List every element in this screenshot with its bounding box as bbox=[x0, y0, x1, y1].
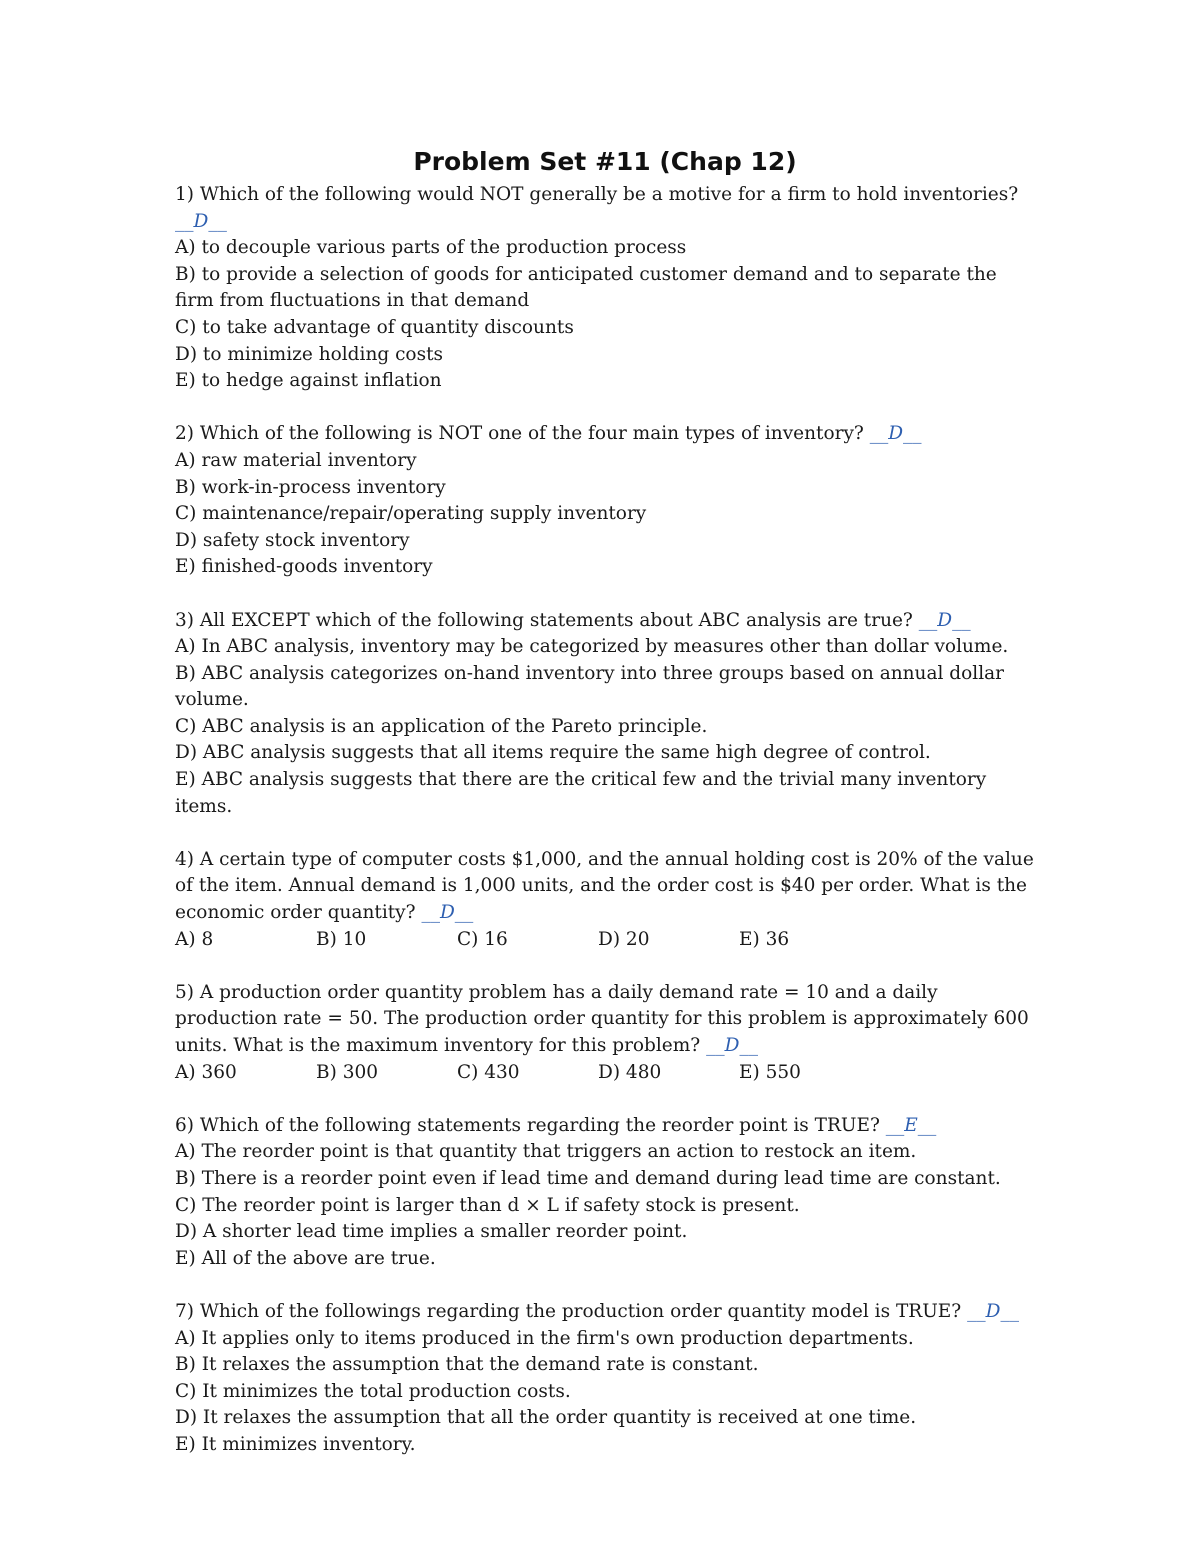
question-2 bbox=[175, 421, 1035, 581]
option-a: A) In ABC analysis, inventory may be categorized by measures other than dollar volume. bbox=[175, 636, 1009, 658]
option-e: E) ABC analysis suggests that there are the critical few and the trivial many inventory items. bbox=[175, 769, 987, 817]
option-d: D) safety stock inventory bbox=[175, 529, 410, 551]
question-prompt: 3) All EXCEPT which of the following statements about ABC analysis are true? __D__ bbox=[175, 609, 971, 631]
option-c: C) to take advantage of quantity discounts bbox=[175, 316, 574, 338]
answer-blank: __D__ bbox=[175, 210, 227, 232]
question-prompt: 5) A production order quantity problem has a daily demand rate = 10 and a daily production rate = 50. The production order quantity for this problem is approximately 600 units. What is the maximum inventory for this problem? __D__ bbox=[175, 981, 1029, 1056]
option-b: B) 300 bbox=[316, 1061, 379, 1083]
inline-options bbox=[175, 927, 1035, 954]
answer-blank: __D__ bbox=[869, 423, 922, 445]
option-e: E) finished-goods inventory bbox=[175, 556, 433, 578]
answer-blank: __D__ bbox=[967, 1300, 1019, 1322]
answer-blank: __D__ bbox=[918, 609, 971, 631]
option-b: B) It relaxes the assumption that the demand rate is constant. bbox=[175, 1354, 759, 1376]
question-prompt: 6) Which of the following statements regarding the reorder point is TRUE? __E__ bbox=[175, 1114, 937, 1136]
option-a: A) to decouple various parts of the production process bbox=[175, 237, 687, 259]
option-c: C) ABC analysis is an application of the Pareto principle. bbox=[175, 715, 708, 737]
option-c: C) 430 bbox=[457, 1061, 520, 1083]
question-4 bbox=[175, 847, 1035, 953]
option-d: D) 480 bbox=[598, 1061, 662, 1083]
option-e: E) to hedge against inflation bbox=[175, 370, 442, 392]
answer-blank: __D__ bbox=[706, 1035, 758, 1056]
option-a: A) 360 bbox=[175, 1061, 237, 1083]
option-a: A) The reorder point is that quantity that triggers an action to restock an item. bbox=[175, 1141, 917, 1163]
answer-blank: __E__ bbox=[885, 1114, 937, 1136]
question-prompt: 4) A certain type of computer costs $1,000, and the annual holding cost is 20% of the value of the item. Annual demand is 1,000 units, and the order cost is $40 per order. What is the economic order quantity? __D__ bbox=[175, 848, 1034, 924]
question-prompt: 2) Which of the following is NOT one of the four main types of inventory? __D__ bbox=[175, 423, 922, 445]
question-prompt: 7) Which of the followings regarding the production order quantity model is TRUE? __D__ bbox=[175, 1300, 1019, 1322]
option-d: D) 20 bbox=[598, 928, 650, 950]
option-d: D) It relaxes the assumption that all the order quantity is received at one time. bbox=[175, 1407, 917, 1429]
option-d: D) to minimize holding costs bbox=[175, 343, 443, 365]
option-b: B) ABC analysis categorizes on-hand inventory into three groups based on annual dollar volume. bbox=[175, 662, 1004, 711]
option-b: B) to provide a selection of goods for anticipated customer demand and to separate the firm from fluctuations in that demand bbox=[175, 263, 997, 312]
option-e: E) 36 bbox=[739, 928, 790, 950]
answer-blank: __D__ bbox=[421, 902, 474, 924]
option-a: A) 8 bbox=[175, 928, 214, 950]
option-b: B) work-in-process inventory bbox=[175, 476, 446, 498]
question-prompt: 1) Which of the following would NOT generally be a motive for a firm to hold inventories? __D__ bbox=[175, 184, 1019, 232]
option-a: A) It applies only to items produced in the firm's own production departments. bbox=[175, 1327, 914, 1349]
option-b: B) There is a reorder point even if lead time and demand during lead time are constant. bbox=[175, 1167, 1001, 1189]
option-d: D) A shorter lead time implies a smaller reorder point. bbox=[175, 1221, 688, 1243]
option-c: C) It minimizes the total production costs. bbox=[175, 1380, 571, 1402]
option-a: A) raw material inventory bbox=[175, 449, 417, 471]
question-1 bbox=[175, 182, 1035, 395]
question-7 bbox=[175, 1299, 1035, 1459]
inline-options bbox=[175, 1060, 1035, 1087]
question-5 bbox=[175, 980, 1035, 1086]
option-d: D) ABC analysis suggests that all items require the same high degree of control. bbox=[175, 742, 931, 764]
question-3 bbox=[175, 608, 1035, 821]
option-c: C) The reorder point is larger than d × L if safety stock is present. bbox=[175, 1194, 800, 1216]
question-6 bbox=[175, 1113, 1035, 1273]
option-c: C) maintenance/repair/operating supply inventory bbox=[175, 503, 647, 525]
page-title: Problem Set #11 (Chap 12) bbox=[413, 147, 797, 176]
option-e: E) It minimizes inventory. bbox=[175, 1433, 416, 1455]
document-body bbox=[175, 142, 1035, 1485]
option-c: C) 16 bbox=[457, 928, 508, 950]
option-e: E) All of the above are true. bbox=[175, 1247, 436, 1269]
option-b: B) 10 bbox=[316, 928, 367, 950]
option-e: E) 550 bbox=[739, 1061, 801, 1083]
